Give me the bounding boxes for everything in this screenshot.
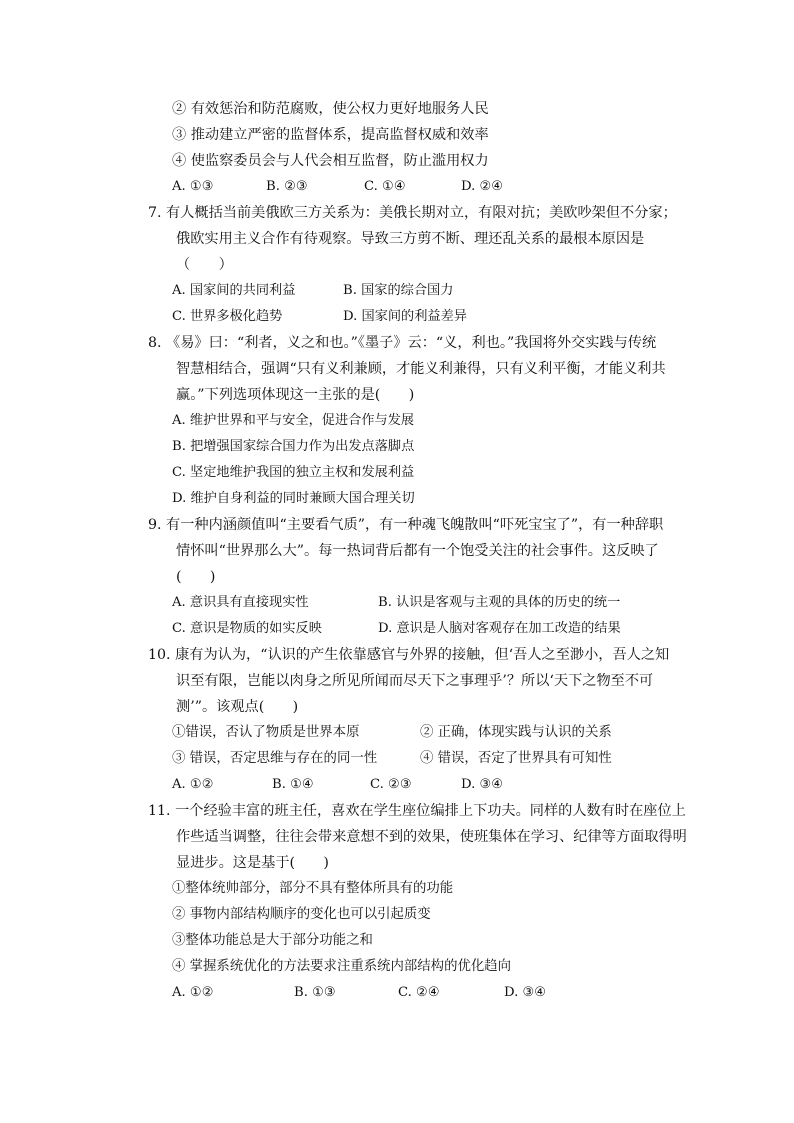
- q10-stem-line-3: 测’”。该观点( ): [176, 699, 299, 715]
- q10-item-3: ③ 错误，否定思维与存在的同一性: [172, 751, 378, 766]
- q9-option-b: B. 认识是客观与主观的具体的历史的统一: [378, 595, 621, 610]
- q10-option-b: B. ①④: [272, 777, 314, 792]
- q10-option-a: A. ①②: [172, 777, 214, 792]
- q9-option-c: C. 意识是物质的如实反映: [172, 621, 322, 636]
- q8-option-c: C. 坚定地维护我国的独立主权和发展利益: [172, 465, 415, 480]
- q8-stem-line-2: 智慧相结合，强调“只有义利兼顾，才能义利兼得，只有义利平衡，才能义利共: [176, 361, 666, 377]
- q6-item-4: ④ 使监察委员会与人代会相互监督，防止滥用权力: [172, 153, 489, 169]
- q11-item-4: ④ 掌握系统优化的方法要求注重系统内部结构的优化趋向: [172, 959, 512, 974]
- q7-option-b: B. 国家的综合国力: [343, 283, 454, 298]
- q8-stem-line-3: 赢。”下列选项体现这一主张的是( ): [176, 387, 415, 403]
- q6-option-c: C. ①④: [364, 179, 406, 194]
- q9-stem-line-1: 9. 有一种内涵颜值叫“主要看气质”，有一种魂飞魄散叫“吓死宝宝了”，有一种辞职: [148, 517, 664, 533]
- q11-item-3: ③整体功能总是大于部分功能之和: [172, 933, 373, 948]
- q6-option-b: B. ②③: [266, 179, 308, 194]
- q11-option-a: A. ①②: [172, 985, 214, 1000]
- q10-item-4: ④ 错误，否定了世界具有可知性: [420, 751, 612, 766]
- q6-option-a: A. ①③: [172, 179, 214, 194]
- q8-stem-line-1: 8. 《易》曰：“利者，义之和也。”《墨子》云：“义，利也。”我国将外交实践与传统: [148, 335, 657, 351]
- q6-item-2: ② 有效惩治和防范腐败，使公权力更好地服务人民: [172, 101, 489, 117]
- q10-stem-line-2: 识至有限，岂能以肉身之所见所闻而尽天下之事理乎’？所以‘天下之物至不可: [176, 673, 654, 689]
- q10-item-2: ② 正确，体现实践与认识的关系: [420, 725, 612, 740]
- q11-option-b: B. ①③: [294, 985, 336, 1000]
- q7-option-c: C. 世界多极化趋势: [172, 309, 283, 324]
- q7-stem-line-3: （ ）: [176, 257, 233, 273]
- q9-option-a: A. 意识具有直接现实性: [172, 595, 309, 610]
- q8-option-a: A. 维护世界和平与安全，促进合作与发展: [172, 413, 415, 428]
- q6-item-3: ③ 推动建立严密的监督体系，提高监督权威和效率: [172, 127, 489, 143]
- q8-option-d: D. 维护自身利益的同时兼顾大国合理关切: [172, 491, 415, 506]
- q9-stem-line-2: 情怀叫“世界那么大”。每一热词背后都有一个饱受关注的社会事件。这反映了: [176, 543, 659, 559]
- q7-stem-line-1: 7. 有人概括当前美俄欧三方关系为：美俄长期对立，有限对抗；美欧吵架但不分家；: [148, 205, 677, 221]
- q11-item-1: ①整体统帅部分，部分不具有整体所具有的功能: [172, 881, 454, 896]
- q10-item-1: ①错误，否认了物质是世界本原: [172, 725, 360, 740]
- q10-stem-line-1: 10. 康有为认为，“认识的产生依靠感官与外界的接触，但‘吾人之至渺小，吾人之知: [148, 647, 670, 663]
- q10-option-d: D. ③④: [461, 777, 504, 792]
- q9-option-d: D. 意识是人脑对客观存在加工改造的结果: [378, 621, 621, 636]
- q8-option-b: B. 把增强国家综合国力作为出发点落脚点: [172, 439, 415, 454]
- q11-item-2: ② 事物内部结构顺序的变化也可以引起质变: [172, 907, 431, 922]
- q11-stem-line-1: 11. 一个经验丰富的班主任，喜欢在学生座位编排上下功夫。同样的人数有时在座位上: [148, 803, 686, 819]
- q7-option-d: D. 国家间的利益差异: [343, 309, 467, 324]
- q10-option-c: C. ②③: [370, 777, 412, 792]
- q11-stem-line-2: 作些适当调整，往往会带来意想不到的效果，使班集体在学习、纪律等方面取得明: [176, 829, 687, 845]
- q7-stem-line-2: 俄欧实用主义合作有待观察。导致三方剪不断、理还乱关系的最根本原因是: [176, 231, 645, 247]
- q11-stem-line-3: 显进步。这是基于( ): [176, 855, 329, 871]
- q7-option-a: A. 国家间的共同利益: [172, 283, 296, 298]
- q9-stem-line-3: ( ): [176, 569, 216, 585]
- q11-option-d: D. ③④: [504, 985, 547, 1000]
- q11-option-c: C. ②④: [398, 985, 440, 1000]
- q6-option-d: D. ②④: [461, 179, 504, 194]
